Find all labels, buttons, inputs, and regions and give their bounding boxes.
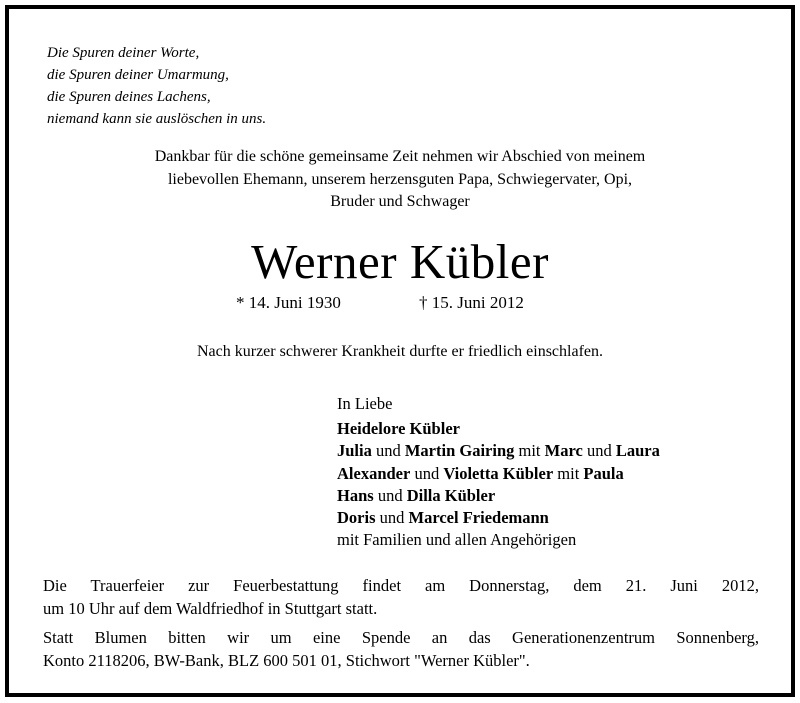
intro-line: Bruder und Schwager (330, 193, 470, 210)
donation-info (43, 627, 759, 672)
connector-word: und (375, 441, 401, 461)
poem-line: Die Spuren deiner Worte, (47, 45, 200, 61)
poem-line: niemand kann sie auslöschen in uns. (47, 111, 267, 127)
passing-note: Nach kurzer schwerer Krankheit durfte er friedlich einschlafen. (196, 343, 603, 360)
connector-word: mit (557, 463, 580, 483)
mourner-line (337, 507, 660, 529)
connector-word: und (586, 441, 612, 461)
mourner-name: Laura (615, 441, 660, 461)
obituary-notice (5, 5, 795, 697)
mourner-line (337, 440, 660, 462)
connector-word: mit (518, 441, 541, 461)
poem-line: die Spuren deines Lachens, (47, 89, 211, 105)
mourner-name: Dilla Kübler (406, 485, 496, 505)
mourner-name: Marc (544, 441, 583, 461)
intro-line: liebevollen Ehemann, unserem herzensguten Papa, Schwiegervater, Opi, (167, 170, 633, 188)
intro-line: Dankbar für die schöne gemeinsame Zeit nehmen wir Abschied von meinem (154, 148, 646, 165)
mourner-name: Marcel Friedemann (408, 508, 549, 528)
connector-word: und (377, 485, 403, 505)
donation-line: Statt Blumen bitten wir um eine Spende an das Generationenzentrum Sonnenberg, (43, 628, 759, 647)
mourner-line (337, 463, 660, 485)
deceased-name: Werner Kübler (251, 234, 549, 289)
mourners-heading: In Liebe (337, 394, 393, 413)
mourner-name: Martin Gairing (404, 441, 515, 461)
families-line: mit Familien und allen Angehörigen (337, 530, 577, 550)
mourner-name: Heidelore Kübler (337, 419, 460, 439)
poem-line: die Spuren deiner Umarmung, (47, 67, 229, 83)
mourner-name: Julia (337, 441, 372, 461)
service-info (43, 575, 759, 620)
connector-word: und (379, 508, 405, 528)
mourner-name: Hans (337, 485, 374, 505)
service-line: Die Trauerfeier zur Feuerbestattung findet am Donnerstag, dem 21. Juni 2012, (43, 576, 759, 595)
mourners-list (337, 393, 660, 551)
birth-date: * 14. Juni 1930 (236, 293, 341, 312)
memorial-poem (47, 42, 266, 130)
mourner-name: Paula (583, 463, 624, 483)
death-date: † 15. Juni 2012 (419, 293, 524, 312)
mourner-line (337, 485, 660, 507)
mourner-name: Doris (337, 508, 376, 528)
donation-line: Konto 2118206, BW-Bank, BLZ 600 501 01, Stichwort "Werner Kübler". (43, 650, 530, 670)
service-line: um 10 Uhr auf dem Waldfriedhof in Stuttgart statt. (43, 598, 378, 618)
intro-text (29, 146, 771, 214)
connector-word: und (414, 463, 440, 483)
mourner-name: Violetta Kübler (443, 463, 554, 483)
mourner-line (337, 418, 660, 440)
mourner-name: Alexander (337, 463, 411, 483)
